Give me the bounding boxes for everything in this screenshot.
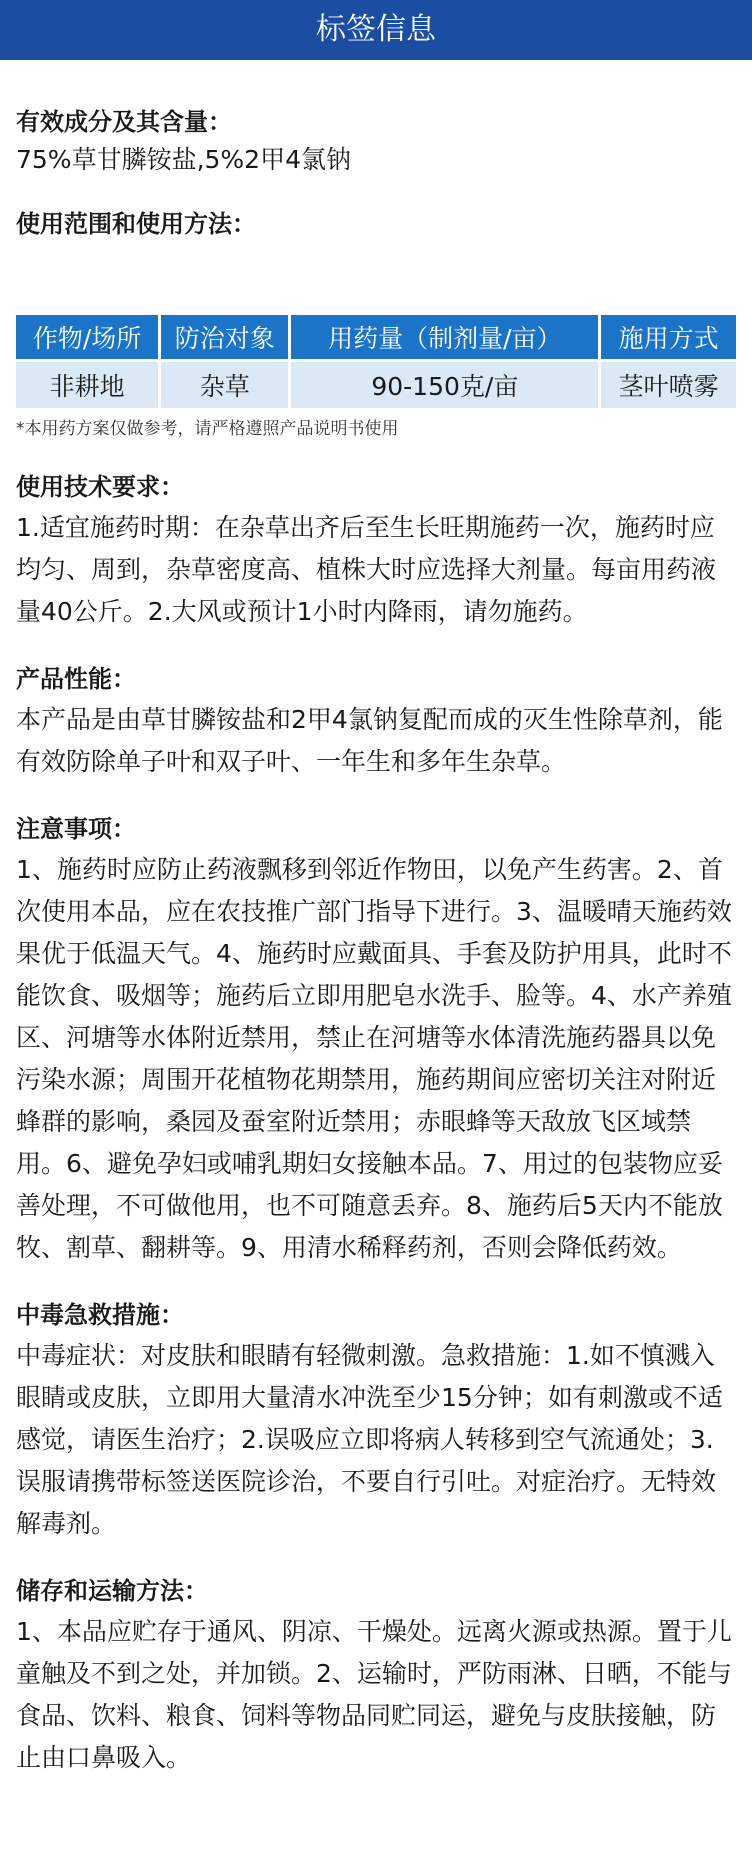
ingredients-title: 有效成分及其含量： [16, 108, 232, 136]
first-aid-text: 中毒症状：对皮肤和眼睛有轻微刺激。急救措施：1.如不慎溅入眼睛或皮肤，立即用大量清水冲洗至少15分钟；如有刺激或不适感觉，请医生治疗；2.误吸应立即将病人转移到空气流通处；3.误服请携带标签送医院诊治，不要自行引吐。对症治疗。无特效解毒剂。 [16, 1341, 723, 1538]
technique-text: 1.适宜施药时期：在杂草出齐后至生长旺期施药一次，施药时应均匀、周到，杂草密度高、植株大时应选择大剂量。每亩用药液量40公斤。2.大风或预计1小时内降雨，请勿施药。 [16, 513, 717, 626]
dosage-table-header-row [16, 315, 736, 359]
ingredients-text: 75%草甘膦铵盐,5%2甲4氯钠 [16, 145, 351, 174]
table-row [16, 362, 736, 408]
label-content [0, 106, 752, 1779]
dosage-header-dose: 用药量（制剂量/亩） [291, 315, 598, 359]
cautions-title: 注意事项： [16, 815, 136, 843]
storage-title: 储存和运输方法： [16, 1577, 208, 1605]
first-aid-title: 中毒急救措施： [16, 1301, 184, 1329]
dosage-header-crop: 作物/场所 [16, 315, 158, 359]
usage-title: 使用范围和使用方法： [16, 210, 256, 238]
dosage-cell-target: 杂草 [161, 362, 288, 408]
dosage-cell-crop: 非耕地 [16, 362, 158, 408]
dosage-note: *本用药方案仅做参考，请严格遵照产品说明书使用 [16, 419, 399, 439]
dosage-header-target: 防治对象 [161, 315, 288, 359]
dosage-table [13, 312, 739, 411]
dosage-cell-method: 茎叶喷雾 [601, 362, 736, 408]
page-header [0, 0, 752, 60]
performance-text: 本产品是由草甘膦铵盐和2甲4氯钠复配而成的灭生性除草剂，能有效防除单子叶和双子叶、一年生和多年生杂草。 [16, 705, 723, 776]
dosage-cell-dose: 90-150克/亩 [291, 362, 598, 408]
page-title: 标签信息 [316, 12, 436, 47]
performance-title: 产品性能： [16, 665, 136, 693]
cautions-text: 1、施药时应防止药液飘移到邻近作物田，以免产生药害。2、首次使用本品，应在农技推广部门指导下进行。3、温暖晴天施药效果优于低温天气。4、施药时应戴面具、手套及防护用具，此时不能饮食、吸烟等；施药后立即用肥皂水洗手、脸等。4、水产养殖区、河塘等水体附近禁用，禁止在河塘等水体清洗施药器具以免污染水源；周围开花植物花期禁用，施药期间应密切关注对附近蜂群的影响，桑园及蚕室附近禁用；赤眼蜂等天敌放飞区域禁用。6、避免孕妇或哺乳期妇女接触本品。7、用过的包装物应妥善处理，不可做他用，也不可随意丢弃。8、施药后5天内不能放牧、割草、翻耕等。9、用清水稀释药剂，否则会降低药效。 [16, 855, 732, 1262]
dosage-header-method: 施用方式 [601, 315, 736, 359]
technique-title: 使用技术要求： [16, 473, 184, 501]
storage-text: 1、本品应贮存于通风、阴凉、干燥处。远离火源或热源。置于儿童触及不到之处，并加锁。2、运输时，严防雨淋、日晒，不能与食品、饮料、粮食、饲料等物品同贮同运，避免与皮肤接触，防止由口鼻吸入。 [16, 1617, 732, 1772]
